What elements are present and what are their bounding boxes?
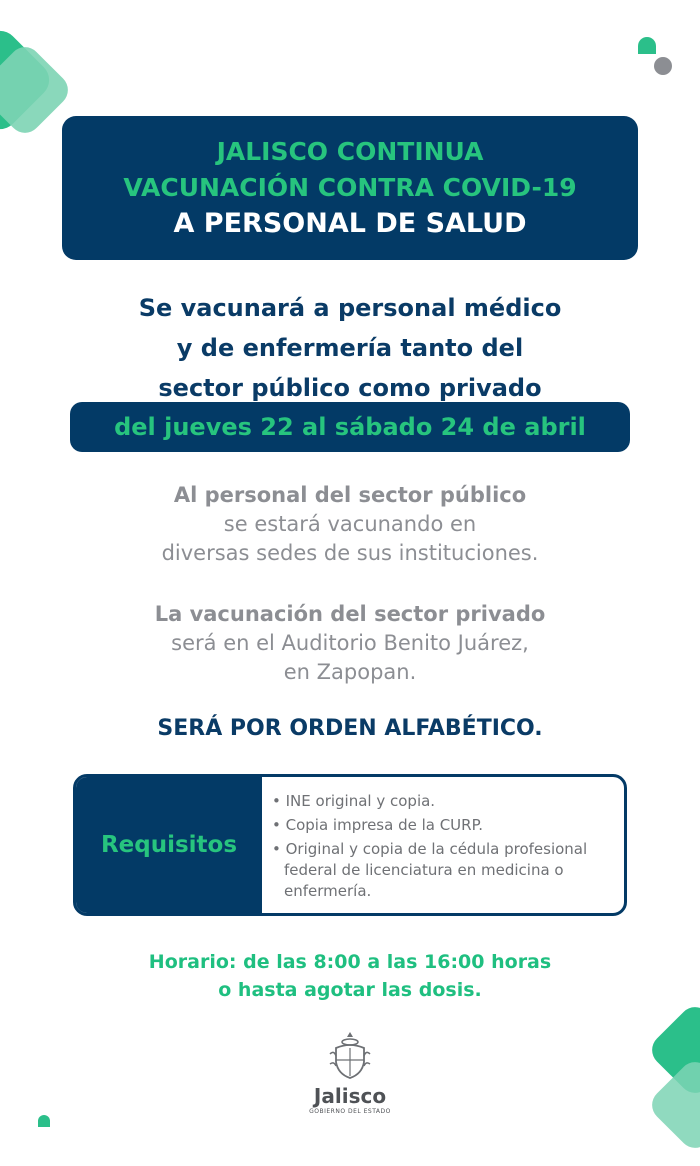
requirements-box xyxy=(73,774,627,916)
title-banner xyxy=(62,116,638,260)
requirements-list xyxy=(272,791,616,905)
requirement-item: • INE original y copia. xyxy=(272,791,616,812)
bottom-right-decoration xyxy=(640,1005,700,1155)
title-line-1: JALISCO CONTINUA xyxy=(216,137,484,166)
schedule-line-2: o hasta agotar las dosis. xyxy=(218,979,482,1001)
requirements-label: Requisitos xyxy=(76,777,262,913)
private-sector-info xyxy=(0,600,700,687)
jalisco-logo xyxy=(300,1030,400,1115)
logo-name: Jalisco xyxy=(313,1084,387,1108)
private-sector-line-3: en Zapopan. xyxy=(283,660,417,684)
bottom-left-dot-decoration xyxy=(36,1113,52,1129)
subheading-line-1: Se vacunará a personal médico xyxy=(138,294,562,322)
title-line-3: A PERSONAL DE SALUD xyxy=(173,208,527,239)
public-sector-info xyxy=(0,481,700,568)
top-left-decoration xyxy=(0,20,70,155)
requirement-item: • Original y copia de la cédula profesional federal de licenciatura en medicina o enfermería. xyxy=(272,839,616,902)
requirement-item: • Copia impresa de la CURP. xyxy=(272,815,616,836)
title-line-2: VACUNACIÓN CONTRA COVID-19 xyxy=(123,173,577,202)
public-sector-heading: Al personal del sector público xyxy=(173,483,527,507)
public-sector-line-2: se estará vacunando en xyxy=(223,512,477,536)
private-sector-line-2: será en el Auditorio Benito Juárez, xyxy=(171,631,529,655)
subheading-line-2: y de enfermería tanto del xyxy=(176,334,524,362)
logo-subtitle: GOBIERNO DEL ESTADO xyxy=(309,1108,391,1115)
private-sector-heading: La vacunación del sector privado xyxy=(154,602,546,626)
public-sector-line-3: diversas sedes de sus instituciones. xyxy=(161,541,539,565)
coat-of-arms-icon xyxy=(328,1030,372,1082)
subheading xyxy=(0,288,700,408)
top-right-dots-decoration xyxy=(630,36,680,81)
schedule-info xyxy=(0,948,700,1004)
date-banner: del jueves 22 al sábado 24 de abril xyxy=(70,402,630,452)
alphabetical-order-notice: SERÁ POR ORDEN ALFABÉTICO. xyxy=(157,716,543,741)
schedule-line-1: Horario: de las 8:00 a las 16:00 horas xyxy=(148,951,552,973)
subheading-line-3: sector público como privado xyxy=(158,374,542,402)
